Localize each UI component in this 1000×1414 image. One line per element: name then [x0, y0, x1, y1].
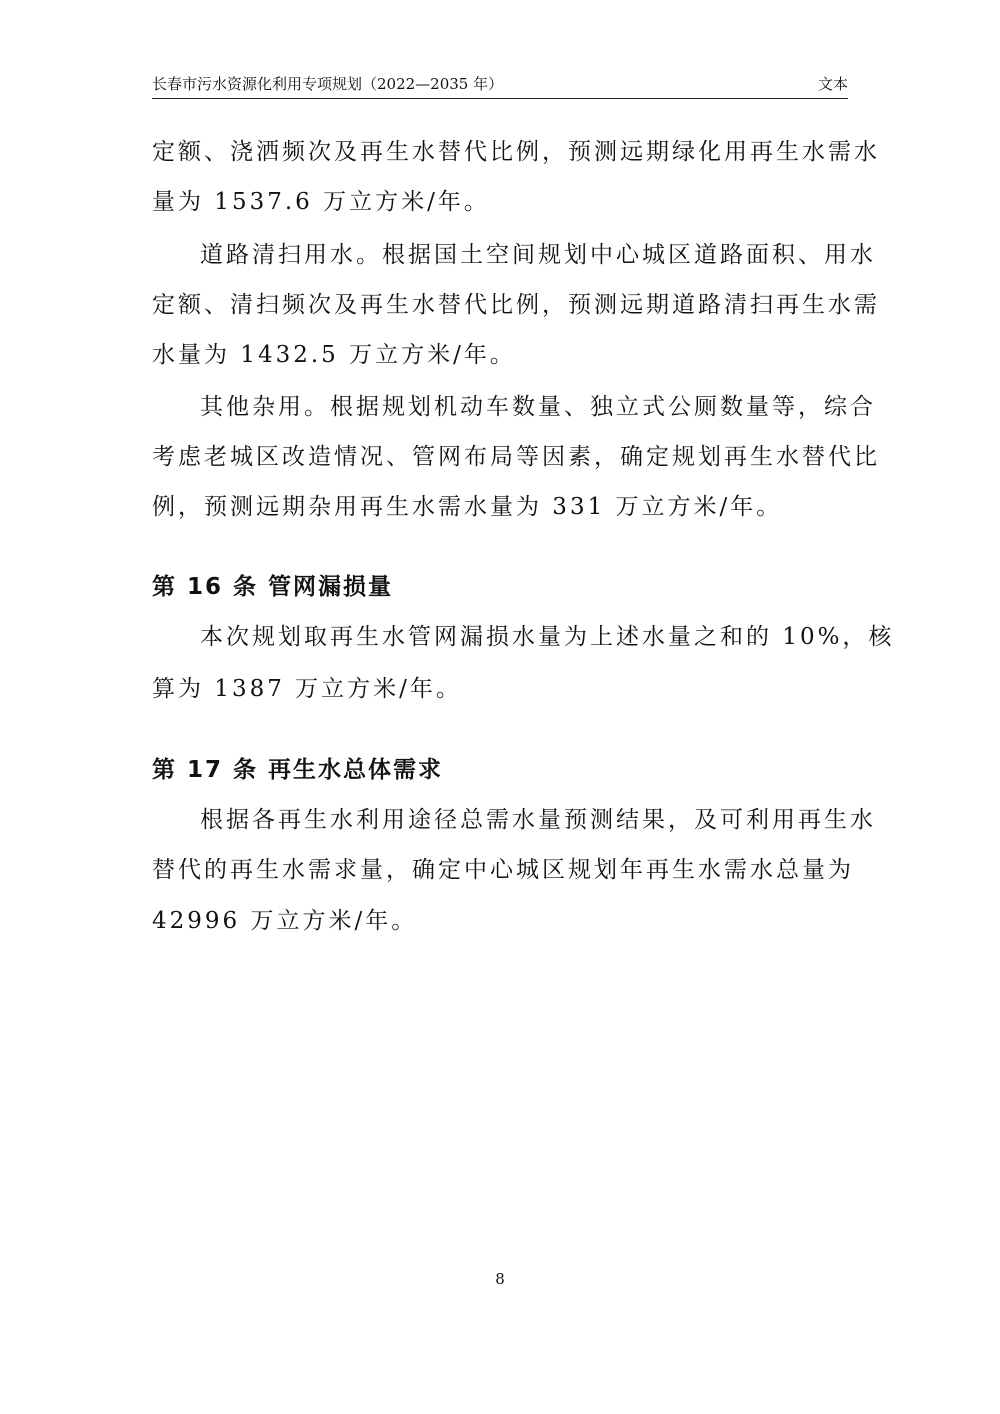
paragraph-line: 定额、浇洒频次及再生水替代比例，预测远期绿化用再生水需水 [152, 139, 880, 165]
paragraph-line: 本次规划取再生水管网漏损水量为上述水量之和的 10%，核 [200, 624, 895, 650]
header-divider [152, 98, 848, 99]
page-header [152, 70, 848, 98]
paragraph-line: 其他杂用。根据规划机动车数量、独立式公厕数量等，综合 [200, 394, 876, 420]
paragraph-line: 考虑老城区改造情况、管网布局等因素，确定规划再生水替代比 [152, 444, 880, 470]
paragraph-line: 量为 1537.6 万立方米/年。 [152, 189, 490, 215]
section-label: 文本 [817, 75, 848, 93]
paragraph-line: 道路清扫用水。根据国土空间规划中心城区道路面积、用水 [200, 242, 876, 268]
article-17-heading: 第 17 条 再生水总体需求 [152, 757, 444, 783]
paragraph-line: 替代的再生水需求量，确定中心城区规划年再生水需水总量为 [152, 857, 854, 883]
document-title: 长春市污水资源化利用专项规划（2022—2035 年） [152, 75, 504, 93]
paragraph-line: 水量为 1432.5 万立方米/年。 [152, 342, 516, 368]
paragraph-line: 算为 1387 万立方米/年。 [152, 676, 462, 702]
paragraph-line: 根据各再生水利用途径总需水量预测结果，及可利用再生水 [200, 807, 876, 833]
paragraph-line: 42996 万立方米/年。 [152, 908, 418, 934]
paragraph-line: 定额、清扫频次及再生水替代比例，预测远期道路清扫再生水需 [152, 292, 880, 318]
article-16-heading: 第 16 条 管网漏损量 [152, 574, 394, 600]
page-number: 8 [495, 1270, 505, 1288]
paragraph-line: 例，预测远期杂用再生水需水量为 331 万立方米/年。 [152, 494, 783, 520]
